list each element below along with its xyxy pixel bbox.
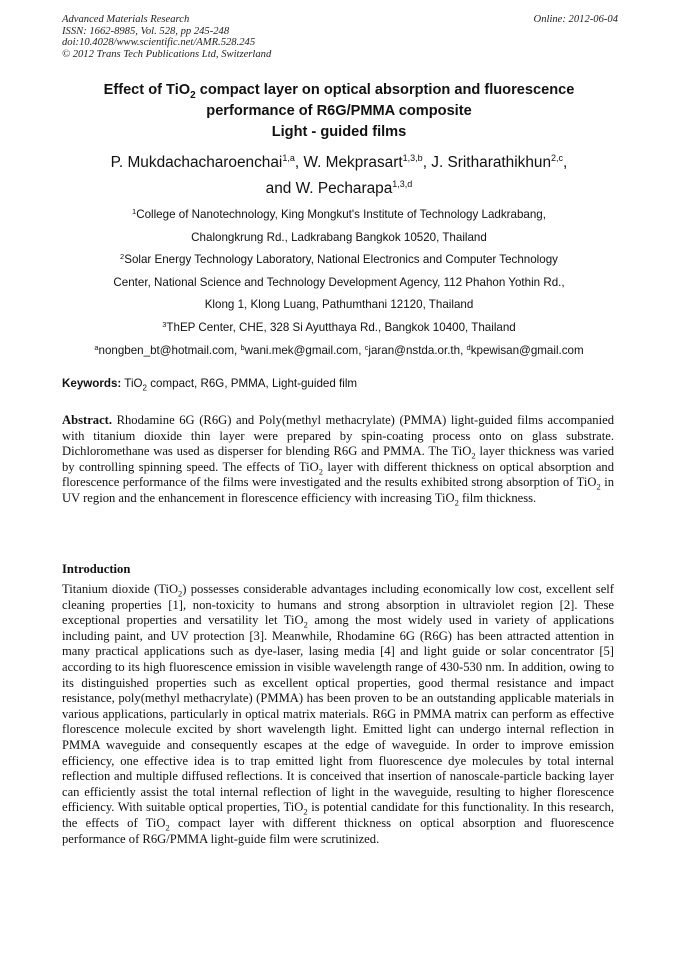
- title-line-2: performance of R6G/PMMA composite: [206, 103, 472, 119]
- keywords-label: Keywords:: [62, 377, 122, 390]
- affiliation-3: $^3$ThEP Center, CHE, 328 Si Ayutthaya Rd., Bangkok 10400, Thailand: [162, 319, 516, 334]
- title-line-1: Effect of TiO$_2$ compact layer on optical absorption and fluorescence: [103, 82, 575, 101]
- authors-line-1: P. Mukdachacharoenchai$^{1,a}$, W. Mekprasart$^{1,3,b}$, J. Sritharathikhun$^{2,c}$,: [110, 153, 568, 171]
- affiliation-1-cont: Chalongkrung Rd., Ladkrabang Bangkok 10520, Thailand: [191, 230, 487, 244]
- abstract-label: Abstract.: [62, 413, 113, 427]
- author-list: [40, 150, 638, 202]
- title-line-3: Light - guided films: [271, 124, 407, 140]
- affiliation-2-cont2: Klong 1, Klong Luang, Pathumthani 12120, Thailand: [204, 298, 474, 312]
- keywords: Keywords: TiO$_2$ compact, R6G, PMMA, Light-guided film: [62, 377, 358, 393]
- author-name: P. Mukdachacharoenchai: [110, 154, 283, 171]
- author-name: and W. Pecharapa: [265, 180, 393, 197]
- introduction-heading: Introduction: [62, 562, 131, 576]
- introduction-body: Titanium dioxide (TiO$_2$) possesses considerable advantages including economically low cost, excellent self cleaning properties [1], non-toxicity to humans and strong absorption in ultraviolet region [2]. These exceptional properties and versatility let TiO$_2$ among the most widely used in variety of applications including paint, and UV protection [3]. Meanwhile, Rhodamine 6G (R6G) has been attracted attention in many practical applications such as dye-laser, lasing media [4] and light guide or solar concentrator [5] according to its high fluorescence emission in visible wavelength range of 430-530 nm. In addition, owing to its distinguished properties such as excellent optical properties, good thermal resistance and impact resistance, poly(methyl methacrylate) (PMMA) has been proven to be an outstanding applicable materials in various applications, particularly in optical matrix materials. R6G in PMMA matrix can perform as effective florescence molecule excited by short wavelength light. Emitted light can undergo internal reflection in PMMA waveguide and consequently escapes at the edge of waveguide. In order to improve emission efficiency, one effective idea is to trap emitted light from fluorescence dye molecules by total internal reflection and multiple diffused reflections. It is conceived that insertion of nanoscale-particle backing layer can efficiently assist the total internal reflection of light in the waveguide, resulting to higher florescence efficiency. With suitable optical properties, TiO$_2$ is potential candidate for this functionality. In this research, the effects of TiO$_2$ compact layer with different thickness on optical absorption and fluorescence performance of R6G/PMMA light-guide film were scrutinized.: [62, 582, 614, 846]
- journal-name: Advanced Materials Research: [62, 14, 190, 25]
- issn-line: ISSN: 1662-8985, Vol. 528, pp 245-248: [62, 25, 230, 37]
- author-name: J. Sritharathikhun: [431, 154, 552, 171]
- affiliations: [40, 204, 638, 362]
- affiliation-2: $^2$Solar Energy Technology Laboratory, National Electronics and Computer Technology: [120, 252, 558, 267]
- affiliation-1: $^1$College of Nanotechnology, King Mongkut's Institute of Technology Ladkrabang,: [132, 207, 546, 221]
- email-link: nongben_bt@hotmail.com,: [98, 343, 241, 357]
- email-link: wani.mek@gmail.com,: [244, 343, 365, 357]
- paper-title: [60, 80, 618, 143]
- email-link: jaran@nstda.or.th,: [368, 343, 467, 357]
- author-name: W. Mekprasart: [303, 154, 403, 171]
- journal-header: [62, 14, 618, 60]
- authors-line-2: and W. Pecharapa$^{1,3,d}$: [265, 179, 413, 197]
- online-date: Online: 2012-06-04: [533, 14, 618, 25]
- abstract: Abstract. Rhodamine 6G (R6G) and Poly(methyl methacrylate) (PMMA) light-guided films accompanied with titanium dioxide thin layer were prepared by spin-coating process onto on glass substrate. Dichloromethane was used as disperser for blending R6G and PMMA. The TiO$_2$ layer thickness was varied by controlling spinning speed. The effects of TiO$_2$ layer with different thickness on optical absorption and florescence performance of the films were investigated and the results exhibited strong absorption of TiO$_2$ in UV region and the enhancement in florescence efficiency with increasing TiO$_2$ film thickness.: [62, 413, 614, 508]
- affiliation-2-cont: Center, National Science and Technology Development Agency, 112 Phahon Yothin Rd.,: [113, 275, 565, 289]
- doi-line: doi:10.4028/www.scientific.net/AMR.528.245: [62, 37, 256, 49]
- email-list: $^a$nongben_bt@hotmail.com, $^b$wani.mek@gmail.com, $^c$jaran@nstda.or.th, $^d$kpewisan@gmail.com: [94, 342, 584, 357]
- copyright-line: © 2012 Trans Tech Publications Ltd, Switzerland: [62, 48, 272, 60]
- email-link: kpewisan@gmail.com: [470, 343, 584, 357]
